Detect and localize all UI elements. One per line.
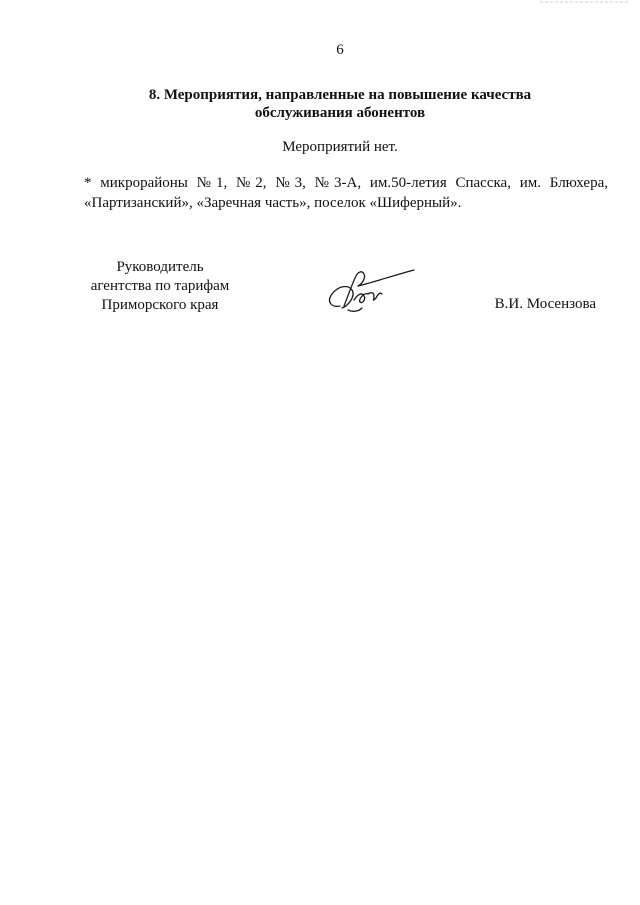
signatory-title-line-1: Руководитель <box>116 259 204 275</box>
signatory-title-line-3: Приморского края <box>101 297 219 313</box>
signatory-name: В.И. Мосензова <box>494 296 596 312</box>
no-measures-text: Мероприятий нет. <box>282 139 398 155</box>
footnote-line-1: * микрорайоны №1, №2, №3, №3-А, им.50-летия Спасска, им. Блюхера, <box>84 175 608 191</box>
page-number: 6 <box>336 42 344 58</box>
section-heading <box>0 86 640 122</box>
footnote-line-2: «Партизанский», «Заречная часть», поселок «Шиферный». <box>84 195 462 211</box>
section-heading-line-2: обслуживания абонентов <box>254 105 426 121</box>
section-heading-line-1: 8. Мероприятия, направленные на повышение качества <box>148 87 532 103</box>
scan-artifact-icon <box>540 0 630 6</box>
signatory-title <box>80 258 240 315</box>
signatory-title-line-2: агентства по тарифам <box>90 278 230 294</box>
handwritten-signature-icon <box>318 262 418 318</box>
footnote <box>84 173 608 213</box>
